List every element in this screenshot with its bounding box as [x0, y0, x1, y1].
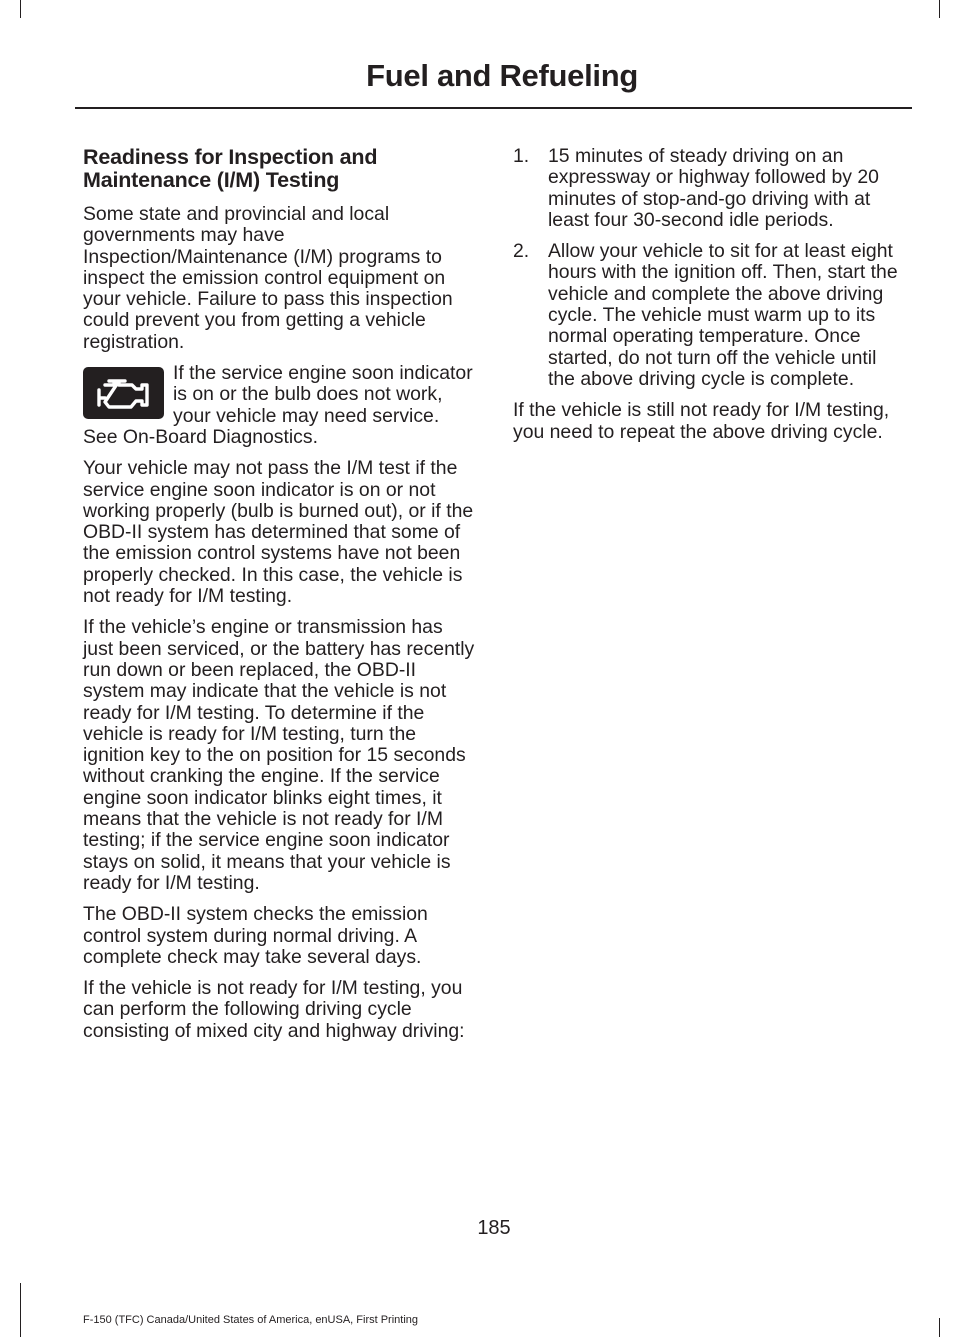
check-engine-icon — [83, 367, 164, 419]
crop-mark-top-right — [939, 0, 940, 18]
step-number: 1. — [513, 145, 530, 167]
list-item — [513, 146, 908, 231]
step-number: 2. — [513, 240, 530, 263]
indicator-paragraph: If the service engine soon indicator is on or the bulb does not work, your vehicle may need service. See On-Board Diagnostics. — [83, 363, 473, 448]
section-heading: Readiness for Inspection and Maintenance (I/M) Testing — [83, 145, 378, 192]
title-rule — [75, 107, 912, 109]
crop-mark-top-left — [20, 0, 21, 18]
indicator-note — [83, 363, 475, 458]
edition-footer: F-150 (TFC) Canada/United States of America, enUSA, First Printing — [83, 1314, 419, 1326]
repeat-paragraph: If the vehicle is still not ready for I/M testing, you need to repeat the above driving cycle. — [513, 399, 890, 443]
driving-cycle-paragraph: If the vehicle is not ready for I/M testing, you can perform the following driving cycle consisting of mixed city and highway driving: — [83, 977, 465, 1042]
serviced-paragraph: If the vehicle’s engine or transmission has just been serviced, or the battery has recently run down or been replaced, the OBD-II system may indicate that the vehicle is not ready for I/M testing. To determine if the vehicle is ready for I/M testing, turn the ignition key to the on position for 15 seconds without cranking the engine. If the service engine soon indicator blinks eight times, it means that the vehicle is not ready for I/M testing; if the service engine soon indicator stays on solid, it means that your vehicle is ready for I/M testing. — [83, 616, 475, 894]
crop-mark-bottom-right — [939, 1318, 940, 1337]
driving-cycle-steps — [513, 146, 908, 390]
crop-mark-bottom-left — [20, 1283, 21, 1337]
obd-paragraph: The OBD-II system checks the emission control system during normal driving. A complete check may take several days. — [83, 903, 428, 968]
intro-paragraph: Some state and provincial and local governments may have Inspection/Maintenance (I/M) programs to inspect the emission control equipment on your vehicle. Failure to pass this inspection could prevent you from getting a vehicle registration. — [83, 203, 453, 353]
test-paragraph: Your vehicle may not pass the I/M test if the service engine soon indicator is on or not working properly (bulb is burned out), or if the OBD-II system has determined that some of the emission control systems have not been properly checked. In this case, the vehicle is not ready for I/M testing. — [83, 457, 474, 608]
step-text: Allow your vehicle to sit for at least eight hours with the ignition off. Then, start the vehicle and complete the above driving cycle. The vehicle must warm up to its normal operating temperature. Once started, do not turn off the vehicle until the above driving cycle is complete. — [548, 240, 898, 390]
list-item — [513, 241, 908, 390]
page-number: 185 — [477, 1217, 511, 1239]
page-title: Fuel and Refueling — [366, 58, 638, 93]
left-column — [83, 146, 475, 1052]
right-column — [513, 146, 908, 453]
step-text: 15 minutes of steady driving on an expressway or highway followed by 20 minutes of stop-and-go driving with at least four 30-second idle periods. — [548, 145, 879, 231]
